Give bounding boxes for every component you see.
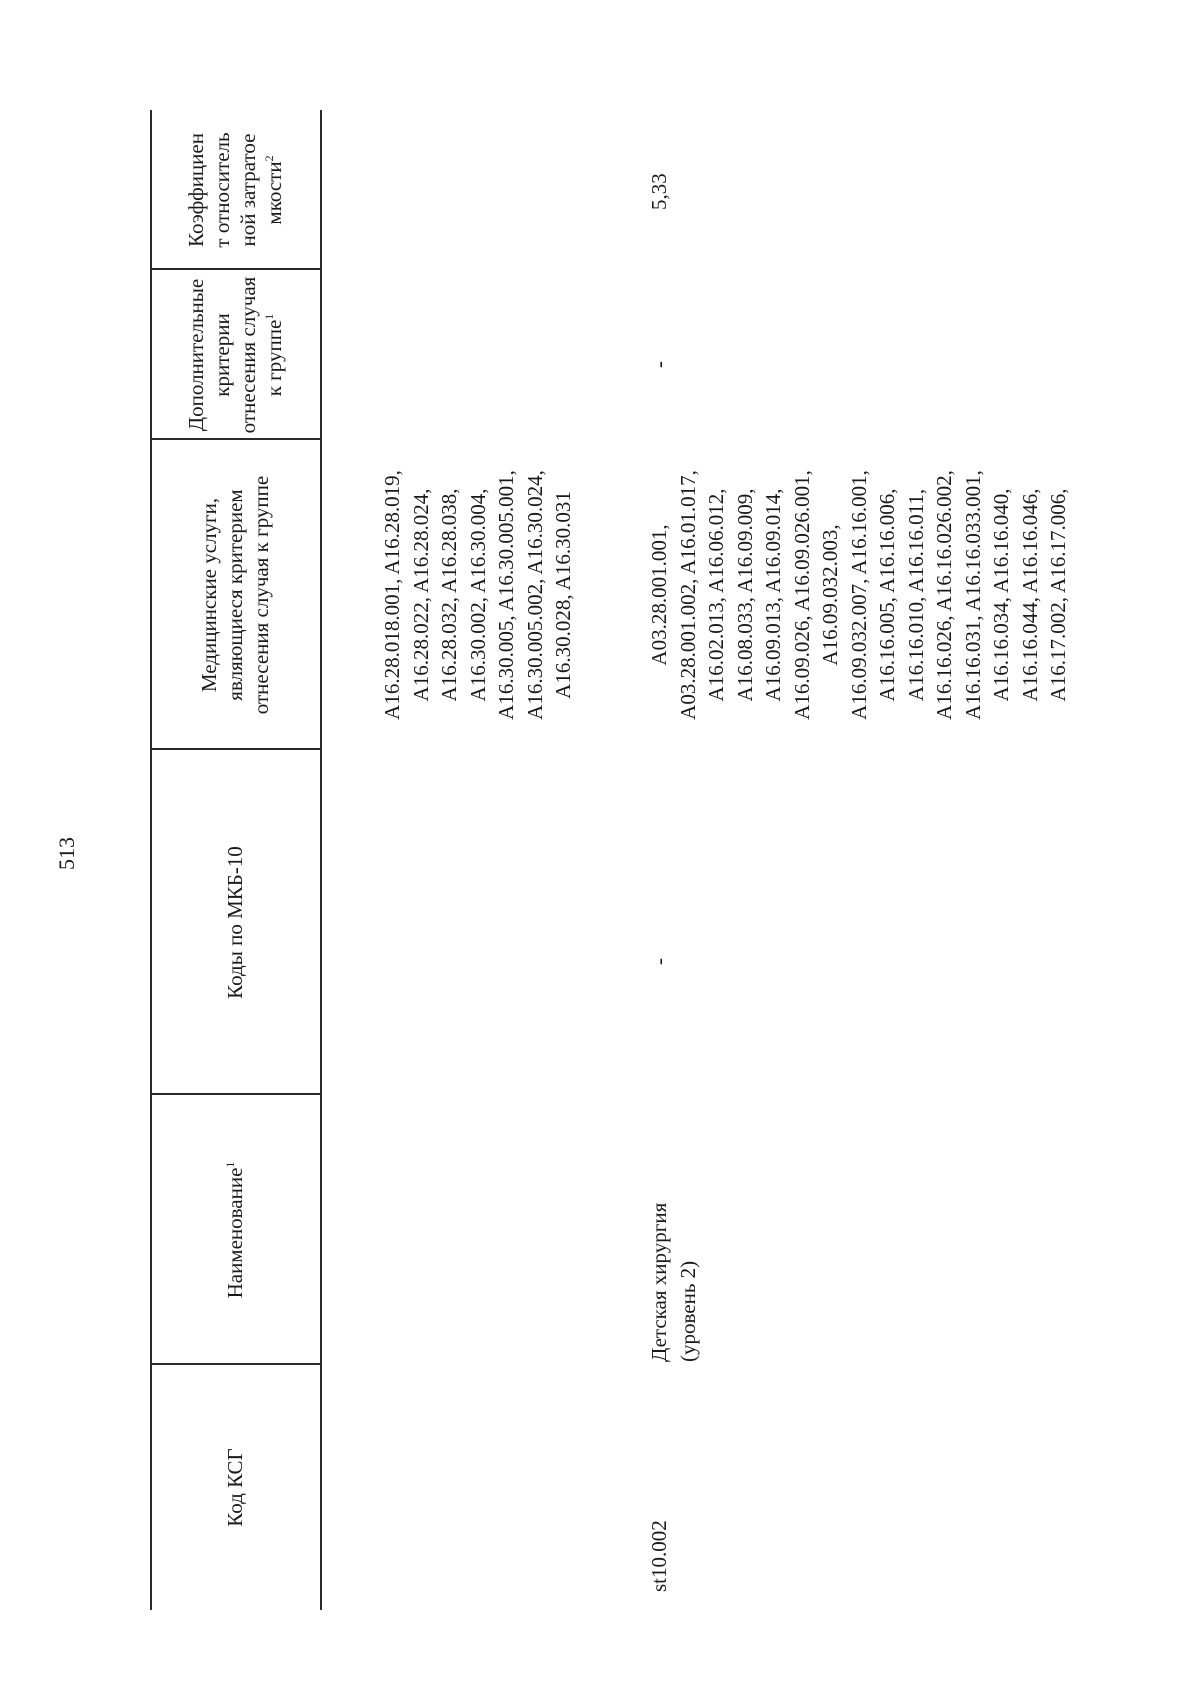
table-row-name: Детская хирургия (уровень 2) — [647, 1202, 700, 1362]
table-header-bottom-rule — [320, 110, 322, 1610]
table-row-services: A16.28.018.001, A16.28.019, A16.28.022, A16.28.024, A16.28.032, A16.28.038, A16.30.002, A16.30.004, A16.30.005, A16.30.005.001, A16.30.005.002, A16.30.024, A16.30.028, A16.30.031 — [380, 470, 575, 720]
table-row-icd: - — [647, 958, 671, 965]
table-row-coef: 5,33 — [647, 173, 671, 210]
header-coef: Коэффициент относительной затратоемкости$^2$ — [184, 132, 286, 248]
header-criteria: Дополнительные критерии отнесения случая к группе$^1$ — [184, 276, 286, 434]
rotated-table — [0, 70, 1200, 1630]
header-name: Наименование$^1$ — [223, 1161, 247, 1299]
table-row-code: st10.002 — [647, 1520, 671, 1592]
page-number: 513 — [54, 837, 79, 870]
header-code: Код КСГ — [223, 1448, 247, 1527]
table-row-services: A03.28.001.001, A03.28.001.002, A16.01.017, A16.02.013, A16.06.012, A16.08.033, A16.09.009, A16.09.013, A16.09.014, A16.09.026, A16.09.026.001, A16.09.032.003, A16.09.032.007, A16.16.001, A16.16.005, A16.16.006, A16.16.010, A16.16.011, A16.16.026, A16.16.026.002, A16.16.031, A16.16.033.001, A16.16.034, A16.16.040, A16.16.044, A16.16.046, A16.17.002, A16.17.006, — [647, 470, 1070, 720]
header-icd: Коды по МКБ-10 — [223, 846, 247, 999]
table-row-criteria: - — [647, 361, 671, 368]
header-services: Медицинские услуги, являющиеся критерием отнесения случая к группе — [197, 475, 273, 715]
